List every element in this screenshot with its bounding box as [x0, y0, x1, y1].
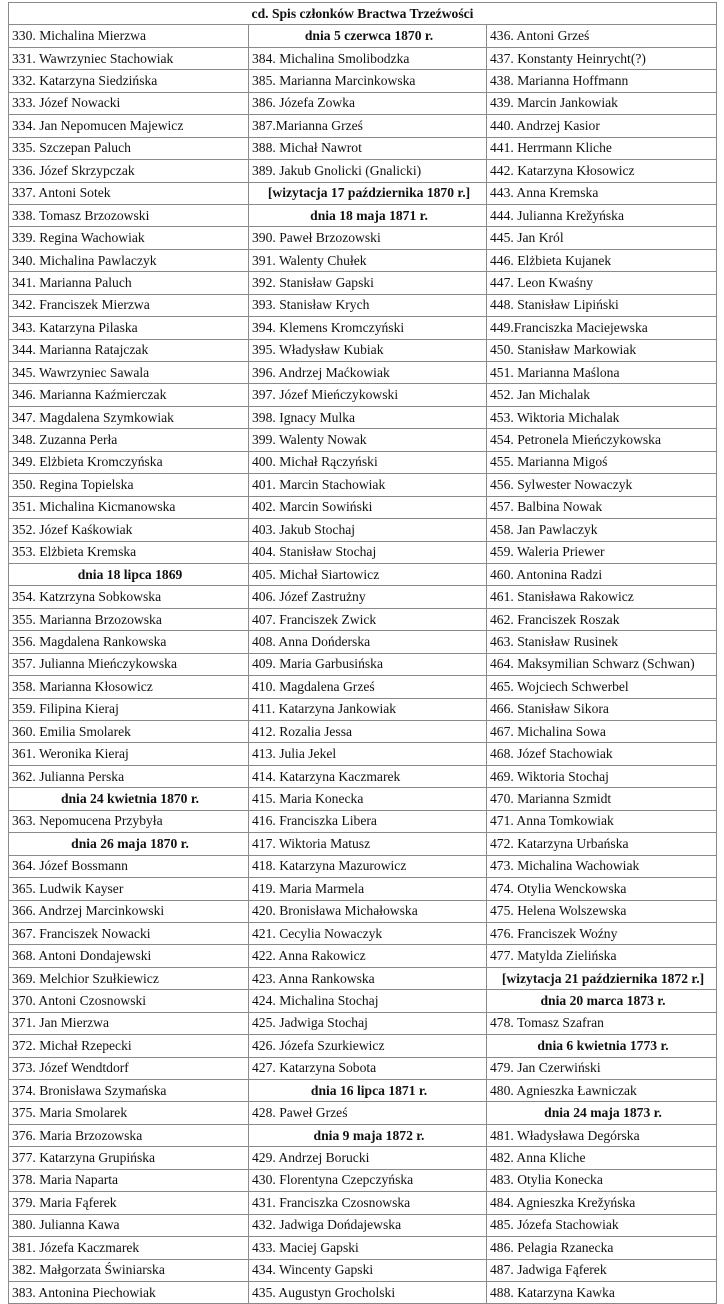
- member-entry-cell: 451. Marianna Maślona: [487, 362, 717, 384]
- member-entry-cell: 475. Helena Wolszewska: [487, 900, 717, 922]
- member-entry-cell: 455. Marianna Migoś: [487, 451, 717, 473]
- member-entry-cell: 460. Antonina Radzi: [487, 563, 717, 585]
- member-entry-cell: 469. Wiktoria Stochaj: [487, 765, 717, 787]
- member-entry-cell: 405. Michał Siartowicz: [249, 563, 487, 585]
- member-entry-cell: 341. Marianna Paluch: [9, 272, 249, 294]
- table-row: [9, 496, 717, 518]
- member-entry-cell: 473. Michalina Wachowiak: [487, 855, 717, 877]
- member-entry-cell: 478. Tomasz Szafran: [487, 1012, 717, 1034]
- table-row: [9, 384, 717, 406]
- member-entry-cell: 400. Michał Rączyński: [249, 451, 487, 473]
- member-entry-cell: 351. Michalina Kicmanowska: [9, 496, 249, 518]
- table-row: [9, 25, 717, 47]
- member-entry-cell: 362. Julianna Perska: [9, 765, 249, 787]
- member-entry-cell: 391. Walenty Chułek: [249, 249, 487, 271]
- member-entry-cell: 456. Sylwester Nowaczyk: [487, 474, 717, 496]
- member-entry-cell: 386. Józefa Zowka: [249, 92, 487, 114]
- member-entry-cell: 331. Wawrzyniec Stachowiak: [9, 47, 249, 69]
- table-row: [9, 474, 717, 496]
- member-entry-cell: 367. Franciszek Nowacki: [9, 922, 249, 944]
- member-entry-cell: 384. Michalina Smolibodzka: [249, 47, 487, 69]
- member-entry-cell: 338. Tomasz Brzozowski: [9, 204, 249, 226]
- member-entry-cell: 388. Michał Nawrot: [249, 137, 487, 159]
- table-row: [9, 855, 717, 877]
- member-entry-cell: 385. Marianna Marcinkowska: [249, 70, 487, 92]
- member-entry-cell: 356. Magdalena Rankowska: [9, 631, 249, 653]
- table-row: [9, 1147, 717, 1169]
- member-entry-cell: 481. Władysława Degórska: [487, 1124, 717, 1146]
- table-row: [9, 586, 717, 608]
- table-row: [9, 429, 717, 451]
- member-entry-cell: 415. Maria Konecka: [249, 788, 487, 810]
- table-row: [9, 810, 717, 832]
- table-row: [9, 878, 717, 900]
- member-entry-cell: 343. Katarzyna Pilaska: [9, 317, 249, 339]
- member-entry-cell: 397. Józef Mieńczykowski: [249, 384, 487, 406]
- member-entry-cell: 360. Emilia Smolarek: [9, 721, 249, 743]
- table-row: [9, 1124, 717, 1146]
- member-entry-cell: 342. Franciszek Mierzwa: [9, 294, 249, 316]
- member-entry-cell: 390. Paweł Brzozowski: [249, 227, 487, 249]
- member-entry-cell: 349. Elżbieta Kromczyńska: [9, 451, 249, 473]
- member-entry-cell: 378. Maria Naparta: [9, 1169, 249, 1191]
- member-entry-cell: 395. Władysław Kubiak: [249, 339, 487, 361]
- member-entry-cell: 447. Leon Kwaśny: [487, 272, 717, 294]
- member-entry-cell: 442. Katarzyna Kłosowicz: [487, 160, 717, 182]
- member-entry-cell: 337. Antoni Sotek: [9, 182, 249, 204]
- member-entry-cell: 393. Stanisław Krych: [249, 294, 487, 316]
- member-entry-cell: 424. Michalina Stochaj: [249, 990, 487, 1012]
- table-row: [9, 653, 717, 675]
- date-heading-cell: dnia 5 czerwca 1870 r.: [249, 25, 487, 47]
- member-entry-cell: 401. Marcin Stachowiak: [249, 474, 487, 496]
- member-entry-cell: 431. Franciszka Czosnowska: [249, 1192, 487, 1214]
- member-entry-cell: 440. Andrzej Kasior: [487, 115, 717, 137]
- member-entry-cell: 335. Szczepan Paluch: [9, 137, 249, 159]
- member-entry-cell: 410. Magdalena Grześ: [249, 676, 487, 698]
- member-entry-cell: 483. Otylia Konecka: [487, 1169, 717, 1191]
- member-entry-cell: 479. Jan Czerwiński: [487, 1057, 717, 1079]
- member-entry-cell: 459. Waleria Priewer: [487, 541, 717, 563]
- member-entry-cell: 353. Elżbieta Kremska: [9, 541, 249, 563]
- member-entry-cell: 425. Jadwiga Stochaj: [249, 1012, 487, 1034]
- table-row: [9, 362, 717, 384]
- member-entry-cell: 364. Józef Bossmann: [9, 855, 249, 877]
- table-row: [9, 1012, 717, 1034]
- table-row: [9, 765, 717, 787]
- table-row: [9, 1259, 717, 1281]
- member-entry-cell: 438. Marianna Hoffmann: [487, 70, 717, 92]
- member-entry-cell: 484. Agnieszka Krežyńska: [487, 1192, 717, 1214]
- member-entry-cell: 465. Wojciech Schwerbel: [487, 676, 717, 698]
- member-entry-cell: 339. Regina Wachowiak: [9, 227, 249, 249]
- date-heading-cell: dnia 20 marca 1873 r.: [487, 990, 717, 1012]
- table-row: [9, 676, 717, 698]
- table-row: [9, 967, 717, 989]
- member-entry-cell: 363. Nepomucena Przybyła: [9, 810, 249, 832]
- table-row: [9, 272, 717, 294]
- date-heading-cell: dnia 24 maja 1873 r.: [487, 1102, 717, 1124]
- member-entry-cell: 394. Klemens Kromczyński: [249, 317, 487, 339]
- member-entry-cell: 354. Katzrzyna Sobkowska: [9, 586, 249, 608]
- member-entry-cell: 439. Marcin Jankowiak: [487, 92, 717, 114]
- member-entry-cell: 348. Zuzanna Perła: [9, 429, 249, 451]
- member-entry-cell: 380. Julianna Kawa: [9, 1214, 249, 1236]
- member-entry-cell: 421. Cecylia Nowaczyk: [249, 922, 487, 944]
- table-row: [9, 1192, 717, 1214]
- table-title-row: [9, 3, 717, 25]
- table-row: [9, 608, 717, 630]
- member-entry-cell: 398. Ignacy Mulka: [249, 406, 487, 428]
- table-row: [9, 451, 717, 473]
- table-row: [9, 1281, 717, 1303]
- member-entry-cell: 372. Michał Rzepecki: [9, 1035, 249, 1057]
- member-entry-cell: 453. Wiktoria Michalak: [487, 406, 717, 428]
- table-title: cd. Spis członków Bractwa Trzeźwości: [9, 3, 717, 25]
- member-entry-cell: 368. Antoni Dondajewski: [9, 945, 249, 967]
- member-entry-cell: 449.Franciszka Maciejewska: [487, 317, 717, 339]
- member-entry-cell: 358. Marianna Kłosowicz: [9, 676, 249, 698]
- member-entry-cell: 399. Walenty Nowak: [249, 429, 487, 451]
- member-entry-cell: 334. Jan Nepomucen Majewicz: [9, 115, 249, 137]
- member-entry-cell: 457. Balbina Nowak: [487, 496, 717, 518]
- member-entry-cell: 427. Katarzyna Sobota: [249, 1057, 487, 1079]
- table-row: [9, 1214, 717, 1236]
- member-entry-cell: 482. Anna Kliche: [487, 1147, 717, 1169]
- member-list-table: [8, 2, 717, 1304]
- member-entry-cell: 404. Stanisław Stochaj: [249, 541, 487, 563]
- table-row: [9, 294, 717, 316]
- member-entry-cell: 411. Katarzyna Jankowiak: [249, 698, 487, 720]
- member-entry-cell: 444. Julianna Krežyńska: [487, 204, 717, 226]
- member-entry-cell: 428. Paweł Grześ: [249, 1102, 487, 1124]
- table-row: [9, 900, 717, 922]
- date-heading-cell: [wizytacja 17 października 1870 r.]: [249, 182, 487, 204]
- table-row: [9, 990, 717, 1012]
- member-entry-cell: 370. Antoni Czosnowski: [9, 990, 249, 1012]
- member-entry-cell: 389. Jakub Gnolicki (Gnalicki): [249, 160, 487, 182]
- table-row: [9, 47, 717, 69]
- member-entry-cell: 355. Marianna Brzozowska: [9, 608, 249, 630]
- member-entry-cell: 345. Wawrzyniec Sawala: [9, 362, 249, 384]
- member-entry-cell: 426. Józefa Szurkiewicz: [249, 1035, 487, 1057]
- table-row: [9, 249, 717, 271]
- member-entry-cell: 486. Pelagia Rzanecka: [487, 1237, 717, 1259]
- member-entry-cell: 418. Katarzyna Mazurowicz: [249, 855, 487, 877]
- member-entry-cell: 422. Anna Rakowicz: [249, 945, 487, 967]
- member-entry-cell: 477. Matylda Zielińska: [487, 945, 717, 967]
- member-entry-cell: 432. Jadwiga Dońdajewska: [249, 1214, 487, 1236]
- member-entry-cell: 480. Agnieszka Ławniczak: [487, 1080, 717, 1102]
- member-entry-cell: 463. Stanisław Rusinek: [487, 631, 717, 653]
- member-entry-cell: 461. Stanisława Rakowicz: [487, 586, 717, 608]
- member-entry-cell: 462. Franciszek Roszak: [487, 608, 717, 630]
- date-heading-cell: dnia 6 kwietnia 1773 r.: [487, 1035, 717, 1057]
- member-entry-cell: 409. Maria Garbusińska: [249, 653, 487, 675]
- member-entry-cell: 330. Michalina Mierzwa: [9, 25, 249, 47]
- table-row: [9, 317, 717, 339]
- member-entry-cell: 392. Stanisław Gapski: [249, 272, 487, 294]
- table-row: [9, 541, 717, 563]
- member-entry-cell: 359. Filipina Kieraj: [9, 698, 249, 720]
- member-entry-cell: 352. Józef Kaśkowiak: [9, 519, 249, 541]
- date-heading-cell: dnia 16 lipca 1871 r.: [249, 1080, 487, 1102]
- member-entry-cell: 361. Weronika Kieraj: [9, 743, 249, 765]
- member-entry-cell: 441. Herrmann Kliche: [487, 137, 717, 159]
- member-entry-cell: 417. Wiktoria Matusz: [249, 833, 487, 855]
- member-entry-cell: 407. Franciszek Zwick: [249, 608, 487, 630]
- date-heading-cell: dnia 24 kwietnia 1870 r.: [9, 788, 249, 810]
- table-row: [9, 406, 717, 428]
- member-entry-cell: 381. Józefa Kaczmarek: [9, 1237, 249, 1259]
- table-row: [9, 945, 717, 967]
- member-entry-cell: 436. Antoni Grześ: [487, 25, 717, 47]
- member-entry-cell: 387.Marianna Grześ: [249, 115, 487, 137]
- member-entry-cell: 336. Józef Skrzypczak: [9, 160, 249, 182]
- member-entry-cell: 382. Małgorzata Świniarska: [9, 1259, 249, 1281]
- table-row: [9, 631, 717, 653]
- member-entry-cell: 476. Franciszek Woźny: [487, 922, 717, 944]
- table-row: [9, 115, 717, 137]
- table-row: [9, 833, 717, 855]
- member-entry-cell: 485. Józefa Stachowiak: [487, 1214, 717, 1236]
- member-entry-cell: 452. Jan Michalak: [487, 384, 717, 406]
- member-entry-cell: 374. Bronisława Szymańska: [9, 1080, 249, 1102]
- member-entry-cell: 487. Jadwiga Fąferek: [487, 1259, 717, 1281]
- date-heading-cell: dnia 18 lipca 1869: [9, 563, 249, 585]
- member-entry-cell: 366. Andrzej Marcinkowski: [9, 900, 249, 922]
- date-heading-cell: [wizytacja 21 października 1872 r.]: [487, 967, 717, 989]
- table-row: [9, 204, 717, 226]
- member-entry-cell: 454. Petronela Mieńczykowska: [487, 429, 717, 451]
- member-entry-cell: 333. Józef Nowacki: [9, 92, 249, 114]
- member-entry-cell: 416. Franciszka Libera: [249, 810, 487, 832]
- table-row: [9, 160, 717, 182]
- table-row: [9, 227, 717, 249]
- member-entry-cell: 471. Anna Tomkowiak: [487, 810, 717, 832]
- table-row: [9, 519, 717, 541]
- member-entry-cell: 340. Michalina Pawlaczyk: [9, 249, 249, 271]
- member-entry-cell: 371. Jan Mierzwa: [9, 1012, 249, 1034]
- member-entry-cell: 470. Marianna Szmidt: [487, 788, 717, 810]
- member-entry-cell: 446. Elżbieta Kujanek: [487, 249, 717, 271]
- date-heading-cell: dnia 9 maja 1872 r.: [249, 1124, 487, 1146]
- table-row: [9, 137, 717, 159]
- member-entry-cell: 376. Maria Brzozowska: [9, 1124, 249, 1146]
- table-row: [9, 1169, 717, 1191]
- table-row: [9, 788, 717, 810]
- member-entry-cell: 443. Anna Kremska: [487, 182, 717, 204]
- member-entry-cell: 474. Otylia Wenckowska: [487, 878, 717, 900]
- member-entry-cell: 402. Marcin Sowiński: [249, 496, 487, 518]
- table-row: [9, 92, 717, 114]
- table-row: [9, 721, 717, 743]
- table-row: [9, 743, 717, 765]
- member-entry-cell: 423. Anna Rankowska: [249, 967, 487, 989]
- table-row: [9, 182, 717, 204]
- member-entry-cell: 332. Katarzyna Siedzińska: [9, 70, 249, 92]
- member-entry-cell: 435. Augustyn Grocholski: [249, 1281, 487, 1303]
- member-entry-cell: 420. Bronisława Michałowska: [249, 900, 487, 922]
- member-entry-cell: 373. Józef Wendtdorf: [9, 1057, 249, 1079]
- member-entry-cell: 429. Andrzej Borucki: [249, 1147, 487, 1169]
- member-entry-cell: 350. Regina Topielska: [9, 474, 249, 496]
- member-entry-cell: 369. Melchior Szułkiewicz: [9, 967, 249, 989]
- member-entry-cell: 357. Julianna Mieńczykowska: [9, 653, 249, 675]
- table-row: [9, 70, 717, 92]
- member-entry-cell: 433. Maciej Gapski: [249, 1237, 487, 1259]
- member-entry-cell: 472. Katarzyna Urbańska: [487, 833, 717, 855]
- member-entry-cell: 403. Jakub Stochaj: [249, 519, 487, 541]
- member-entry-cell: 406. Józef Zastrużny: [249, 586, 487, 608]
- table-row: [9, 1057, 717, 1079]
- member-entry-cell: 413. Julia Jekel: [249, 743, 487, 765]
- table-row: [9, 563, 717, 585]
- table-row: [9, 698, 717, 720]
- member-entry-cell: 377. Katarzyna Grupińska: [9, 1147, 249, 1169]
- table-row: [9, 1035, 717, 1057]
- table-row: [9, 1080, 717, 1102]
- member-entry-cell: 448. Stanisław Lipiński: [487, 294, 717, 316]
- member-entry-cell: 344. Marianna Ratajczak: [9, 339, 249, 361]
- member-entry-cell: 375. Maria Smolarek: [9, 1102, 249, 1124]
- table-row: [9, 339, 717, 361]
- member-entry-cell: 430. Florentyna Czepczyńska: [249, 1169, 487, 1191]
- member-entry-cell: 464. Maksymilian Schwarz (Schwan): [487, 653, 717, 675]
- member-entry-cell: 396. Andrzej Maćkowiak: [249, 362, 487, 384]
- member-entry-cell: 365. Ludwik Kayser: [9, 878, 249, 900]
- member-entry-cell: 468. Józef Stachowiak: [487, 743, 717, 765]
- member-entry-cell: 383. Antonina Piechowiak: [9, 1281, 249, 1303]
- member-entry-cell: 414. Katarzyna Kaczmarek: [249, 765, 487, 787]
- member-entry-cell: 488. Katarzyna Kawka: [487, 1281, 717, 1303]
- table-row: [9, 922, 717, 944]
- member-entry-cell: 437. Konstanty Heinrycht(?): [487, 47, 717, 69]
- member-entry-cell: 379. Maria Fąferek: [9, 1192, 249, 1214]
- table-row: [9, 1237, 717, 1259]
- date-heading-cell: dnia 26 maja 1870 r.: [9, 833, 249, 855]
- member-entry-cell: 419. Maria Marmela: [249, 878, 487, 900]
- member-entry-cell: 346. Marianna Kaźmierczak: [9, 384, 249, 406]
- member-entry-cell: 458. Jan Pawlaczyk: [487, 519, 717, 541]
- member-entry-cell: 347. Magdalena Szymkowiak: [9, 406, 249, 428]
- member-entry-cell: 434. Wincenty Gapski: [249, 1259, 487, 1281]
- member-entry-cell: 412. Rozalia Jessa: [249, 721, 487, 743]
- member-entry-cell: 450. Stanisław Markowiak: [487, 339, 717, 361]
- member-entry-cell: 467. Michalina Sowa: [487, 721, 717, 743]
- date-heading-cell: dnia 18 maja 1871 r.: [249, 204, 487, 226]
- member-entry-cell: 408. Anna Dońderska: [249, 631, 487, 653]
- member-entry-cell: 466. Stanisław Sikora: [487, 698, 717, 720]
- member-entry-cell: 445. Jan Król: [487, 227, 717, 249]
- table-row: [9, 1102, 717, 1124]
